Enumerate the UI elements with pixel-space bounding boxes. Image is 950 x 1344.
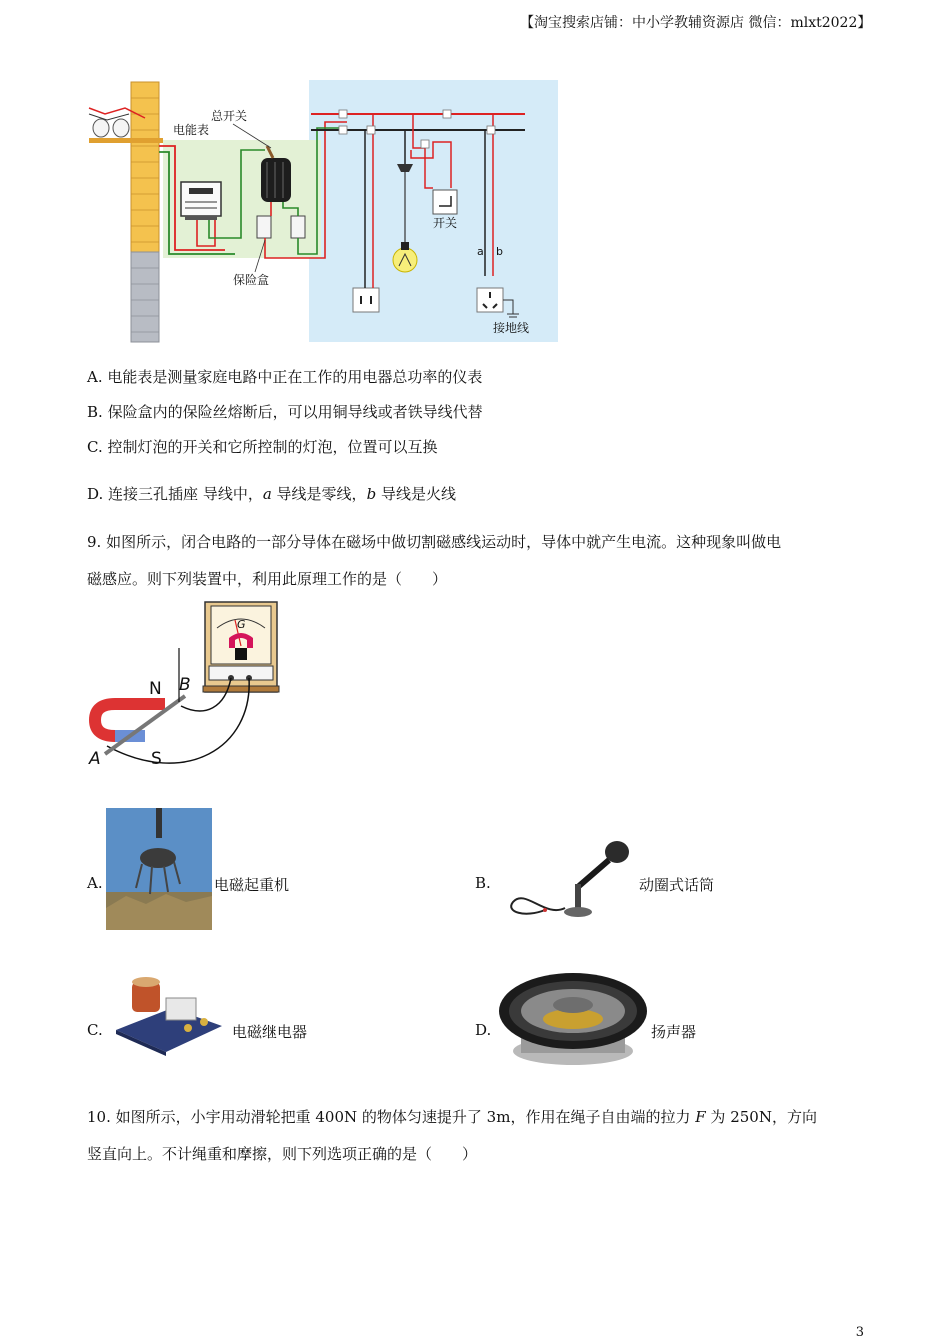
ground-label: 接地线 xyxy=(493,321,530,335)
q10-stem-post: 为 250N，方向 xyxy=(705,1108,817,1126)
q10-stem-line1 xyxy=(87,1106,817,1127)
q9-stem-line1: 9. 如图所示，闭合电路的一部分导体在磁场中做切割磁感线运动时，导体中就产生电流。这种现象叫做电 xyxy=(87,533,782,551)
q9-option-c-caption: 电磁继电器 xyxy=(232,1023,308,1041)
q9-stem-line2: 磁感应。则下列装置中，利用此原理工作的是（ ） xyxy=(87,570,448,588)
option-letter: C. xyxy=(87,438,103,456)
force-symbol: F xyxy=(695,1108,706,1126)
page-header: 【淘宝搜索店铺：中小学教辅资源店 微信：mlxt2022】 xyxy=(520,15,872,31)
north-pole-label: N xyxy=(149,679,162,699)
q8-option-b xyxy=(87,401,483,422)
option-letter: A. xyxy=(87,368,103,386)
option-letter: B. xyxy=(87,403,103,421)
energy-meter xyxy=(181,182,221,220)
q9-option-c-letter: C. xyxy=(87,1021,103,1039)
electromagnetic-crane-photo xyxy=(106,808,212,930)
wire-b-label: b xyxy=(496,245,503,258)
option-text: 电能表是测量家庭电路中正在工作的用电器总功率的仪表 xyxy=(107,368,483,386)
induction-experiment-figure xyxy=(85,598,285,776)
main-switch-label: 总开关 xyxy=(211,109,248,123)
option-text: 控制灯泡的开关和它所控制的灯泡，位置可以互换 xyxy=(107,438,438,456)
q9-option-b-letter: B. xyxy=(475,874,491,892)
fuse-box-label: 保险盒 xyxy=(233,273,270,287)
option-letter: D. xyxy=(87,485,104,503)
electromagnetic-relay-photo xyxy=(112,968,224,1056)
wire-a-label: a xyxy=(477,245,484,258)
q8-option-c xyxy=(87,436,438,457)
page-number: 3 xyxy=(855,1325,864,1340)
q9-option-a-caption: 电磁起重机 xyxy=(214,876,290,894)
wire-b-symbol: b xyxy=(366,485,377,503)
wall-switch xyxy=(433,190,457,214)
q10-stem-pre: 10. 如图所示，小宇用动滑轮把重 400N 的物体匀速提升了 3m，作用在绳子自由端的拉力 xyxy=(87,1108,696,1126)
two-hole-socket xyxy=(353,288,379,312)
q9-option-d-letter: D. xyxy=(475,1021,492,1039)
q9-option-b-caption: 动圈式话筒 xyxy=(639,876,715,894)
wire-a-symbol: a xyxy=(262,485,272,503)
three-hole-socket xyxy=(477,288,503,312)
meter-label: 电能表 xyxy=(173,123,210,137)
option-text-pre: 连接三孔插座 导线中， xyxy=(108,485,263,503)
point-b-label: B xyxy=(179,675,191,695)
loudspeaker-photo xyxy=(497,971,649,1069)
option-text: 保险盒内的保险丝熔断后，可以用铜导线或者铁导线代替 xyxy=(107,403,483,421)
galvanometer-label: G xyxy=(237,618,246,631)
south-pole-label: S xyxy=(151,749,162,769)
q10-stem-line2: 竖直向上。不计绳重和摩擦，则下列选项正确的是（ ） xyxy=(87,1145,478,1163)
point-a-label: A xyxy=(89,749,101,769)
option-text-post: 导线是火线 xyxy=(376,485,456,503)
brick-wall xyxy=(131,82,159,342)
galvanometer xyxy=(203,602,279,692)
q8-option-d xyxy=(87,483,456,504)
dynamic-microphone-photo xyxy=(505,838,635,922)
household-circuit-figure xyxy=(85,78,560,346)
option-text-mid: 导线是零线， xyxy=(271,485,367,503)
switch-label: 开关 xyxy=(433,216,458,230)
q9-option-a-letter: A. xyxy=(87,874,103,892)
q8-option-a xyxy=(87,366,482,387)
q9-option-d-caption: 扬声器 xyxy=(651,1023,697,1041)
